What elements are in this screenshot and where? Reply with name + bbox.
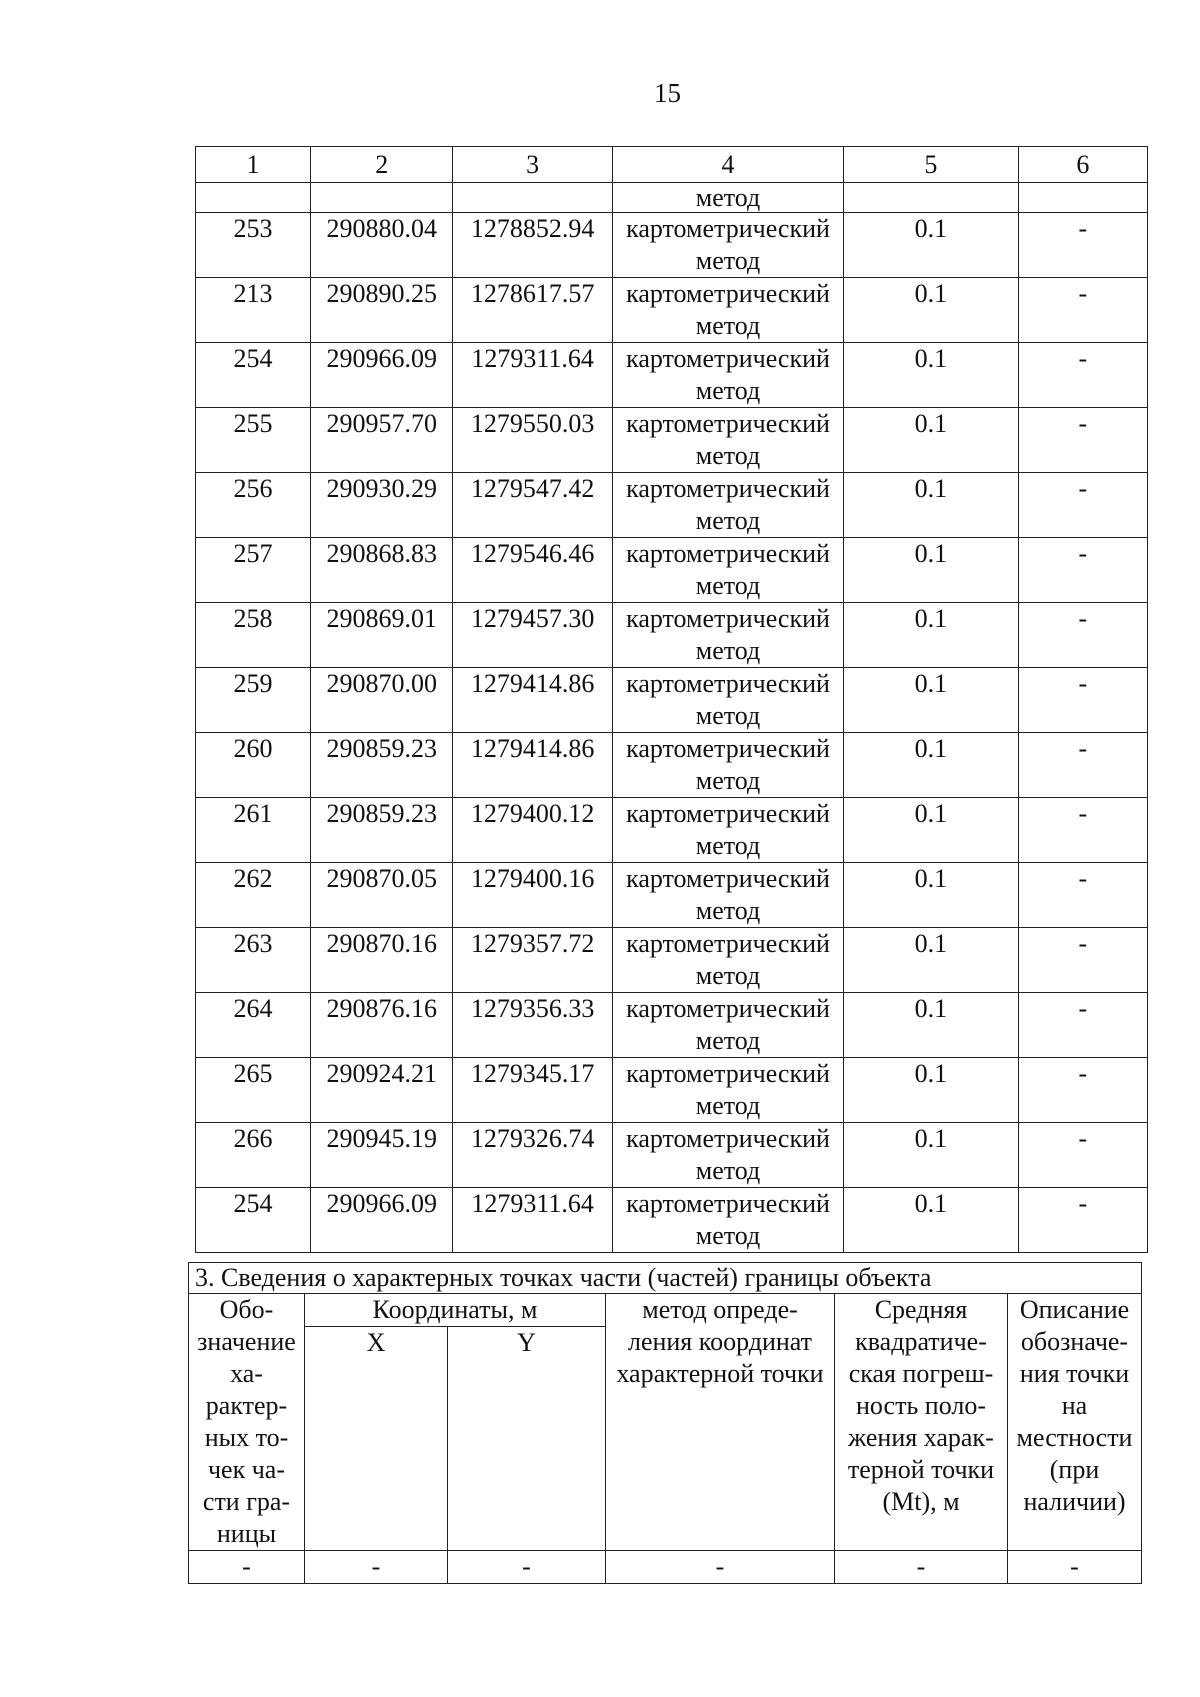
page-number: 15 (654, 78, 681, 108)
method-line: метод (695, 831, 761, 860)
method-cell (612, 473, 843, 538)
method-line: метод (695, 1026, 761, 1055)
description-cell: - (1018, 993, 1147, 1058)
method-line: метод (695, 571, 761, 600)
y-coordinate-cell: 1279356.33 (453, 993, 613, 1058)
header-cell: 1 (196, 147, 311, 183)
method-cell (612, 993, 843, 1058)
error-cell: 0.1 (844, 473, 1019, 538)
point-number-cell: 260 (196, 733, 311, 798)
method-cell (612, 603, 843, 668)
method-cell (612, 668, 843, 733)
y-coordinate-cell: 1278852.94 (453, 213, 613, 278)
method-line: картометрический (626, 929, 830, 958)
method-line: метод (695, 1221, 761, 1250)
x-coordinate-cell: 290966.09 (311, 343, 453, 408)
table-row (196, 473, 1148, 538)
table-row (196, 538, 1148, 603)
description-cell: - (1018, 343, 1147, 408)
method-line: метод (695, 506, 761, 535)
x-coordinate-cell: 290868.83 (311, 538, 453, 603)
method-cell (612, 408, 843, 473)
method-line: метод (695, 311, 761, 340)
method-line: метод (695, 246, 761, 275)
point-number-cell: 258 (196, 603, 311, 668)
x-coordinate-cell: 290869.01 (311, 603, 453, 668)
y-coordinate-cell: 1279345.17 (453, 1058, 613, 1123)
method-line: метод (695, 896, 761, 925)
y-coordinate-cell: 1279400.16 (453, 863, 613, 928)
description-cell: - (1018, 928, 1147, 993)
method-line: метод (695, 441, 761, 470)
description-cell: - (1018, 863, 1147, 928)
table-row (196, 603, 1148, 668)
coords-header: Координаты, м (305, 1294, 606, 1327)
method-line: картометрический (626, 799, 830, 828)
error-cell: 0.1 (844, 993, 1019, 1058)
table-row (196, 278, 1148, 343)
table-row (196, 863, 1148, 928)
method-line: метод (695, 1091, 761, 1120)
error-cell: 0.1 (844, 733, 1019, 798)
point-number-cell: 257 (196, 538, 311, 603)
header-cell: 4 (612, 147, 843, 183)
table-row (196, 408, 1148, 473)
description-cell: - (1018, 213, 1147, 278)
section-title: 3. Сведения о характерных точках части (частей) границы объекта (189, 1263, 1142, 1294)
error-cell: 0.1 (844, 343, 1019, 408)
table-cell: - (835, 1551, 1008, 1584)
x-coordinate-cell: 290859.23 (311, 798, 453, 863)
point-number-cell: 255 (196, 408, 311, 473)
table-row (196, 928, 1148, 993)
point-number-cell: 254 (196, 1188, 311, 1253)
x-coordinate-cell: 290924.21 (311, 1058, 453, 1123)
description-cell: - (1018, 1058, 1147, 1123)
method-line: картометрический (626, 344, 830, 373)
error-header: Средняя квадратиче- ская погреш- ность поло- жения харак- терной точки (Mt), м (835, 1294, 1008, 1551)
method-cell (612, 538, 843, 603)
continuation-row (196, 183, 1148, 213)
error-cell: 0.1 (844, 538, 1019, 603)
y-coordinate-cell: 1279546.46 (453, 538, 613, 603)
y-coordinate-cell: 1279457.30 (453, 603, 613, 668)
table-row (196, 1058, 1148, 1123)
table-row (196, 798, 1148, 863)
description-cell: - (1018, 733, 1147, 798)
table-row (196, 343, 1148, 408)
y-coordinate-cell: 1278617.57 (453, 278, 613, 343)
error-cell: 0.1 (844, 928, 1019, 993)
table-cell: - (189, 1551, 305, 1584)
section-title-row (189, 1263, 1142, 1294)
empty-data-row (189, 1551, 1142, 1584)
method-cell (612, 213, 843, 278)
x-header: X (305, 1327, 448, 1551)
y-coordinate-cell: 1279357.72 (453, 928, 613, 993)
x-coordinate-cell: 290859.23 (311, 733, 453, 798)
method-cell (612, 1123, 843, 1188)
designation-header: Обо- значение ха- рактер- ных то- чек ча- сти гра- ницы (189, 1294, 305, 1551)
table-row (196, 733, 1148, 798)
method-line: метод (695, 701, 761, 730)
x-coordinate-cell: 290870.16 (311, 928, 453, 993)
x-coordinate-cell: 290876.16 (311, 993, 453, 1058)
point-number-cell: 253 (196, 213, 311, 278)
method-line: метод (695, 1156, 761, 1185)
method-cell (612, 1188, 843, 1253)
y-coordinate-cell: 1279547.42 (453, 473, 613, 538)
method-cell (612, 1058, 843, 1123)
method-line: картометрический (626, 409, 830, 438)
method-line: картометрический (626, 539, 830, 568)
method-line: метод (695, 766, 761, 795)
method-cell (612, 798, 843, 863)
error-cell: 0.1 (844, 213, 1019, 278)
point-number-cell: 261 (196, 798, 311, 863)
table-row (196, 1123, 1148, 1188)
description-cell: - (1018, 798, 1147, 863)
error-cell: 0.1 (844, 278, 1019, 343)
table-row (196, 993, 1148, 1058)
method-line: картометрический (626, 214, 830, 243)
method-line: картометрический (626, 1189, 830, 1218)
table-header-row (196, 147, 1148, 183)
method-line: картометрический (626, 734, 830, 763)
point-number-cell: 266 (196, 1123, 311, 1188)
header-cell: 5 (844, 147, 1019, 183)
description-cell: - (1018, 603, 1147, 668)
error-cell: 0.1 (844, 798, 1019, 863)
table-row (196, 668, 1148, 733)
table-cell: - (1008, 1551, 1142, 1584)
y-coordinate-cell: 1279414.86 (453, 733, 613, 798)
method-cell: метод (612, 183, 843, 213)
table-cell: - (606, 1551, 835, 1584)
y-coordinate-cell: 1279550.03 (453, 408, 613, 473)
table-row (196, 213, 1148, 278)
description-cell: - (1018, 473, 1147, 538)
description-cell: - (1018, 408, 1147, 473)
method-cell (612, 343, 843, 408)
x-coordinate-cell: 290870.05 (311, 863, 453, 928)
x-coordinate-cell: 290890.25 (311, 278, 453, 343)
x-coordinate-cell: 290870.00 (311, 668, 453, 733)
section3-table (188, 1262, 1142, 1584)
table-cell: - (448, 1551, 606, 1584)
header-cell: 3 (453, 147, 613, 183)
point-number-cell: 256 (196, 473, 311, 538)
point-number-cell: 213 (196, 278, 311, 343)
x-coordinate-cell: 290880.04 (311, 213, 453, 278)
method-line: картометрический (626, 279, 830, 308)
table-cell: - (305, 1551, 448, 1584)
point-number-cell: 265 (196, 1058, 311, 1123)
error-cell: 0.1 (844, 1123, 1019, 1188)
error-cell: 0.1 (844, 603, 1019, 668)
description-cell: - (1018, 668, 1147, 733)
y-coordinate-cell: 1279400.12 (453, 798, 613, 863)
description-cell: - (1018, 1123, 1147, 1188)
method-line: метод (695, 376, 761, 405)
error-cell: 0.1 (844, 1058, 1019, 1123)
method-line: метод (695, 636, 761, 665)
y-coordinate-cell: 1279311.64 (453, 1188, 613, 1253)
method-line: картометрический (626, 474, 830, 503)
description-header: Описание обозначе- ния точки на местности (при наличии) (1008, 1294, 1142, 1551)
error-cell: 0.1 (844, 408, 1019, 473)
method-line: картометрический (626, 604, 830, 633)
point-number-cell: 259 (196, 668, 311, 733)
point-number-cell: 254 (196, 343, 311, 408)
method-cell (612, 928, 843, 993)
point-number-cell: 264 (196, 993, 311, 1058)
section-header-row (189, 1294, 1142, 1327)
method-line: картометрический (626, 669, 830, 698)
method-cell (612, 278, 843, 343)
method-line: картометрический (626, 864, 830, 893)
method-cell (612, 863, 843, 928)
method-line: картометрический (626, 1059, 830, 1088)
method-line: картометрический (626, 1124, 830, 1153)
y-coordinate-cell: 1279414.86 (453, 668, 613, 733)
x-coordinate-cell: 290945.19 (311, 1123, 453, 1188)
y-header: Y (448, 1327, 606, 1551)
x-coordinate-cell: 290957.70 (311, 408, 453, 473)
point-number-cell: 262 (196, 863, 311, 928)
method-cell (612, 733, 843, 798)
method-header: метод опреде- ления координат характерной точки (606, 1294, 835, 1551)
error-cell: 0.1 (844, 1188, 1019, 1253)
table-row (196, 1188, 1148, 1253)
y-coordinate-cell: 1279311.64 (453, 343, 613, 408)
description-cell: - (1018, 538, 1147, 603)
x-coordinate-cell: 290930.29 (311, 473, 453, 538)
method-line: метод (695, 961, 761, 990)
error-cell: 0.1 (844, 863, 1019, 928)
description-cell: - (1018, 278, 1147, 343)
error-cell: 0.1 (844, 668, 1019, 733)
header-cell: 2 (311, 147, 453, 183)
x-coordinate-cell: 290966.09 (311, 1188, 453, 1253)
header-cell: 6 (1018, 147, 1147, 183)
coordinates-table (195, 146, 1148, 1253)
y-coordinate-cell: 1279326.74 (453, 1123, 613, 1188)
method-line: картометрический (626, 994, 830, 1023)
description-cell: - (1018, 1188, 1147, 1253)
point-number-cell: 263 (196, 928, 311, 993)
